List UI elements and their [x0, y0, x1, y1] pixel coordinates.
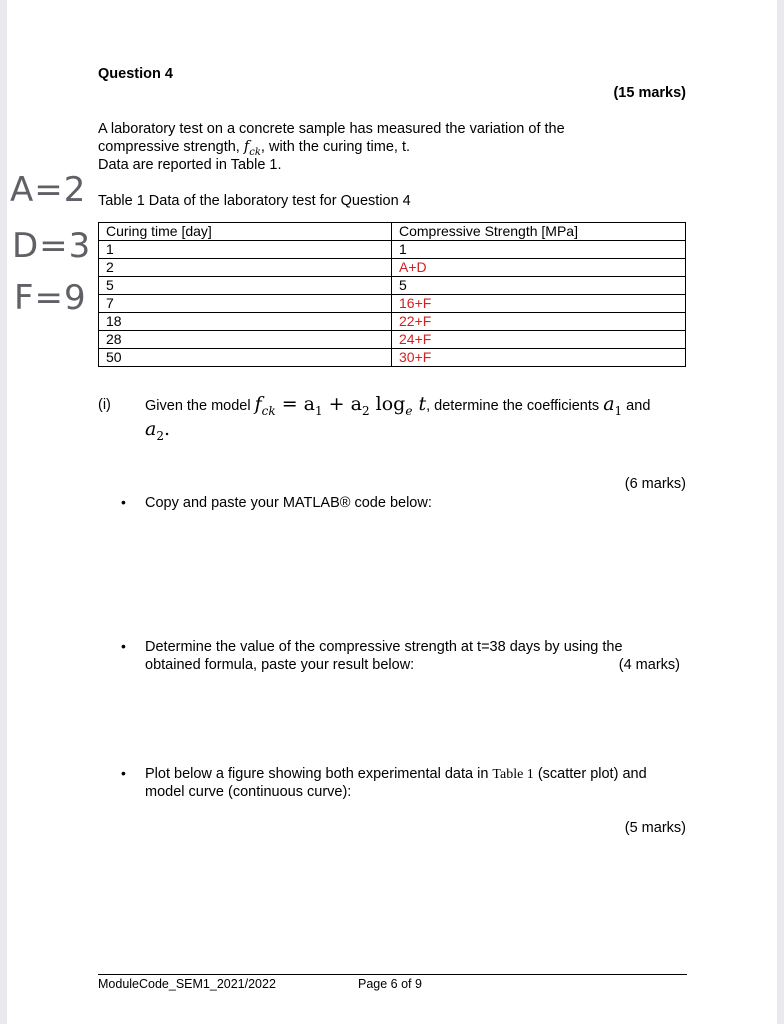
fck-symbol: $f_{ck}$	[243, 139, 261, 158]
model-formula: $f_{ck} = a_1 + a_2$ $\log_e t$	[254, 393, 427, 418]
coef-a2: $a_2$.	[145, 418, 171, 443]
bullet-2-dot: •	[121, 638, 126, 654]
bullet-3-dot: •	[121, 765, 126, 781]
bullet-1-dot: •	[121, 494, 126, 510]
footer-page-number: Page 6 of 9	[358, 977, 422, 991]
table-row: 7 16+F	[99, 295, 686, 313]
question-marks: (15 marks)	[613, 85, 686, 101]
table-1-reference: Table 1	[492, 767, 534, 782]
table-header-row	[99, 223, 686, 241]
handwritten-note-a: A=2	[10, 170, 87, 210]
table-row: 18 22+F	[99, 313, 686, 331]
bullet-2-marks: (4 marks)	[618, 657, 680, 673]
part-i-marks: (6 marks)	[624, 476, 686, 492]
footer-module: ModuleCode_SEM1_2021/2022	[98, 977, 276, 991]
table-caption: Table 1 Data of the laboratory test for Question 4	[98, 193, 411, 209]
question-title: Question 4	[98, 66, 173, 82]
coef-a1: $a_1$	[603, 393, 623, 418]
table-row: 5 5	[99, 277, 686, 295]
intro-line-3: Data are reported in Table 1.	[98, 157, 282, 173]
footer-divider	[98, 974, 687, 975]
handwritten-note-d: D=3	[12, 226, 92, 266]
intro-line-2: compressive strength, $f_{ck}$, with the curing time, t.	[98, 139, 411, 158]
data-table	[98, 222, 686, 367]
part-i-text: Given the model $f_{ck} = a_1 + a_2$ $\log_e t$, determine the coefficients $a_1$ and	[145, 393, 651, 418]
bullet-3-marks: (5 marks)	[624, 820, 686, 836]
bullet-3-line-1: Plot below a figure showing both experimental data in Table 1 (scatter plot) and	[145, 766, 647, 782]
table-row: 28 24+F	[99, 331, 686, 349]
bullet-1-text: Copy and paste your MATLAB® code below:	[145, 495, 432, 511]
header-curing-time: Curing time [day]	[99, 223, 392, 241]
intro-line-1: A laboratory test on a concrete sample has measured the variation of the	[98, 121, 565, 137]
bullet-2-line-2: obtained formula, paste your result below:	[145, 657, 415, 673]
table-row: 1 1	[99, 241, 686, 259]
table-row: 2 A+D	[99, 259, 686, 277]
table-row: 50 30+F	[99, 349, 686, 367]
part-i-label: (i)	[98, 397, 111, 413]
header-compressive-strength: Compressive Strength [MPa]	[392, 223, 686, 241]
handwritten-note-f: F=9	[14, 278, 87, 318]
bullet-3-line-2: model curve (continuous curve):	[145, 784, 352, 800]
bullet-2-line-1: Determine the value of the compressive strength at t=38 days by using the	[145, 639, 623, 655]
